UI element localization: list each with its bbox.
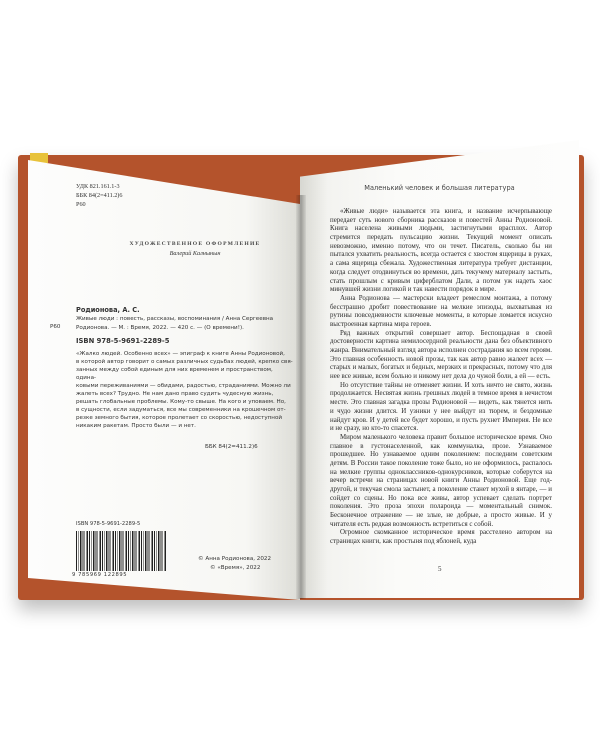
paragraph: Ряд важных открытий совершает автор. Беспощадная в своей достоверности картина немилосердной реальности дана без объективного жанра. Внимательный взгляд автора исполнен сострадания ко всем героям. Это главная особенность новой прозы, так как автор равно жалеет всех — старых и малых, богатых и бедных, мерзких и прекрасных, потому что для нее все живые, всем больно и никому нет дела до чужой боли, а ей — есть. xyxy=(330,329,552,381)
annotation-line: в которой автор говорит о самых различных судьбах людей, крепко свя- xyxy=(76,359,293,365)
biblio-line-2: Родионова. — М. : Время, 2022. — 420 с. — (О времени!). xyxy=(76,325,244,331)
design-heading: ХУДОЖЕСТВЕННОЕ ОФОРМЛЕНИЕ xyxy=(129,241,261,247)
paragraph: Но отсутствие тайны не отменяет жизни. И хоть ничто не свято, жизнь продолжается. Несвятая жизнь грешных людей в темное время в нечистом месте. Это главная загадка прозы Родионовой — видеть, как тянется нить и чудо жизни длится. И узники у нее выйдут из тюрем, и бездомные найдут кров. И у детей все будет хорошо, и пусть рухнет Империя. Не все и не сразу, но кто-то спасется. xyxy=(330,381,552,433)
r60-margin: Р60 xyxy=(50,324,61,330)
annotation-line: решать глобальные проблемы. Кому-то свыше. На кого и уповаем. Но, xyxy=(76,399,286,405)
paragraph: Огромное скомканное историческое время расстелено автором на страницах книги, как простыня под яблоней, куда xyxy=(330,529,552,546)
author-line: Родионова, А. С. xyxy=(76,306,140,314)
designer-name: Валерий Калнынын xyxy=(169,250,221,257)
running-title: Маленький человек и большая литература xyxy=(364,184,515,192)
annotation xyxy=(76,350,294,430)
paragraph: «Живые люди» называется эта книга, и название исчерпывающе передает суть нового сборника рассказов и повестей Анны Родионовой. Книга населена живыми людьми, застигнутыми врасплох. Автор стремится передать пульсацию жизни. Текущий момент описать невозможно, именно потому, что он течет. Писатель, сколько бы ни пытался ухватить реальность, всегда остается с хвостом ящерицы в руках, а сама ящерица сбежала. Художественная литература требует дистанции, когда следует отодвинуться во времени, дать текучему материалу застыть, стать прошлым с кривым циферблатом Дали, а потом уж надеть хаос минувшей жизни логикой и так навести порядок в мире. xyxy=(330,208,552,294)
page-number: 5 xyxy=(438,565,442,573)
annotation-line: жалеть всех? Трудно. Не нам дано право судить чудесную жизнь, xyxy=(76,391,274,397)
annotation-line: ковыми переживаниями — обидами, радостью, страданиями. Можно ли xyxy=(76,383,291,389)
isbn-barcode xyxy=(76,531,166,571)
body-text xyxy=(330,208,552,547)
copyright-author: © Анна Родионова, 2022 xyxy=(198,556,272,562)
annotation-line: никаким ракетам. Просто были — и нет. xyxy=(76,423,196,429)
barcode-digits: 9 785969 122895 xyxy=(72,572,128,578)
annotation-line: резке земного бытия, которое пролетает со скоростью, недоступной xyxy=(76,415,283,421)
annotation-line: занных между собой единым для них временем и пространством, одина- xyxy=(76,367,273,381)
isbn-bold: ISBN 978-5-9691-2289-5 xyxy=(76,337,170,345)
udk-code: УДК 821.161.1-3 xyxy=(76,183,120,190)
bbk-code: ББК 84(2=411.2)6 xyxy=(76,192,123,199)
r60-top: Р60 xyxy=(76,201,86,208)
bbk-bottom: ББК 84(2=411.2)6 xyxy=(205,444,258,450)
biblio-line-1: Живые люди : повесть, рассказы, воспоминания / Анна Сергеевна xyxy=(76,316,274,322)
paragraph: Миром маленького человека правит большое историческое время. Оно главное в густонаселенной, как коммуналка, прозе. Узнаваемое прошедшее. Но узнаваемое одним поколением: последним советским детям. В России такое поколение тоже было, но не оформилось, распалось на мелкие группы одноклассников-однокурсников, которые соберутся на вечер встречи на страницах новой книги Анны Родионовой. Еще год-другой, и текучая смола застынет, а поколение станет мухой в янтаре, — и сойдет со сцены. Но пока все живы, автор успевает сделать портрет поколения. Это проза эпохи полароида — моментальный снимок. Бесконечное отражение — не злые, не добрые, а просто живые. И у читателя есть редкая возможность встретиться с собой. xyxy=(330,433,552,528)
book-gutter-shadow xyxy=(296,195,306,599)
copyright-publisher: © «Время», 2022 xyxy=(210,565,261,571)
paragraph: Анна Родионова — мастерски владеет ремеслом монтажа, а потому бесстрашно дробит повествование на мелкие эпизоды, выхватывая из рутины повседневности ключевые моменты, в которые ломается искусно выстроенная картина мира героев. xyxy=(330,294,552,328)
annotation-line: «Жалко людей. Особенно всех» — эпиграф к книге Анны Родионовой, xyxy=(76,351,285,357)
annotation-line: в сущности, если задуматься, все мы современники на крошечном от- xyxy=(76,407,286,413)
isbn-small: ISBN 978-5-9691-2289-5 xyxy=(76,521,141,527)
